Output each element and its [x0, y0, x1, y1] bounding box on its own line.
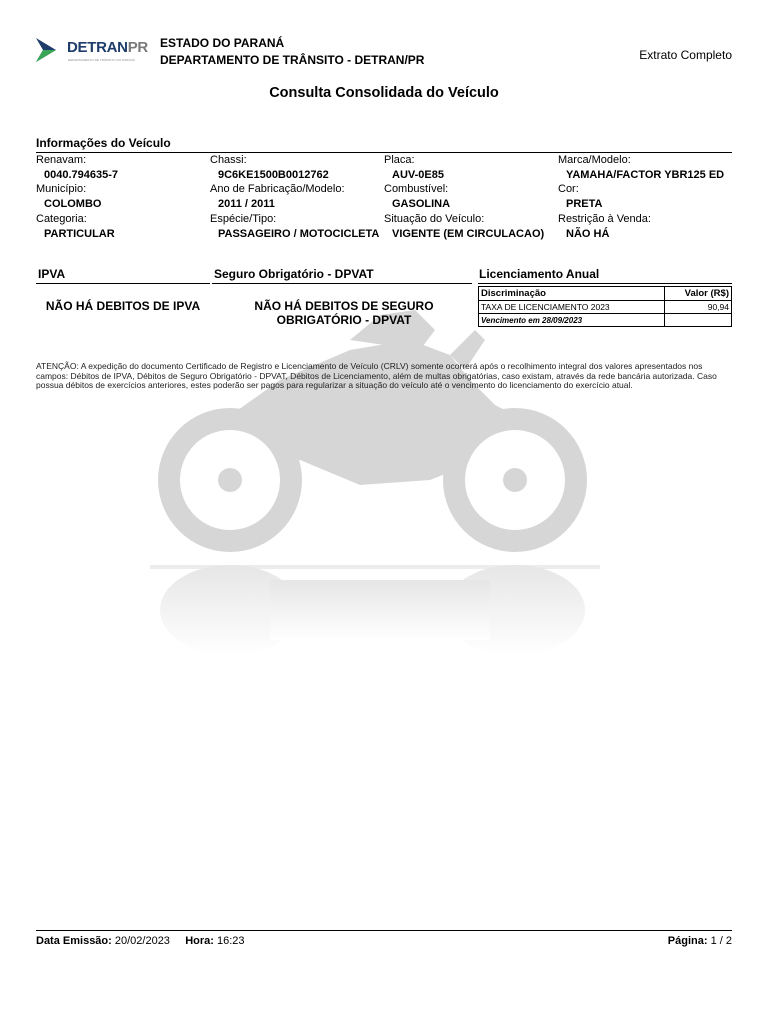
- municipio-value: COLOMBO: [44, 198, 102, 210]
- situacao-value: VIGENTE (EM CIRCULACAO): [392, 228, 545, 240]
- document-type: Extrato Completo: [639, 48, 732, 62]
- chassi-value: 9C6KE1500B0012762: [218, 169, 329, 181]
- categoria-value: PARTICULAR: [44, 228, 115, 240]
- marca-label: Marca/Modelo:: [558, 154, 631, 166]
- footer-emission: [36, 935, 245, 947]
- footer-page: [668, 935, 732, 947]
- row-desc: TAXA DE LICENCIAMENTO 2023: [479, 301, 665, 314]
- detran-logo-icon: [36, 34, 64, 66]
- vencimento-row: [479, 314, 732, 327]
- emissao-value: 20/02/2023: [114, 935, 170, 947]
- state-name: ESTADO DO PARANÁ: [160, 36, 285, 50]
- dpvat-status: [212, 299, 476, 327]
- categoria-label: Categoria:: [36, 213, 87, 225]
- especie-value: PASSAGEIRO / MOTOCICLETA: [218, 228, 380, 240]
- combustivel-value: GASOLINA: [392, 198, 451, 210]
- cor-value: PRETA: [566, 198, 603, 210]
- ipva-status: NÃO HÁ DEBITOS DE IPVA: [45, 299, 201, 313]
- vehicle-info-title: Informações do Veículo: [36, 136, 171, 150]
- page-title: Consulta Consolidada do Veículo: [269, 85, 499, 101]
- attention-notice: ATENÇÃO: A expedição do documento Certificado de Registro e Licenciamento de Veículo (CRLV) somente ocorrerá após o recolhimento integral dos valores apresentados nos campos: Débitos de IPVA, Débitos de Seguro Obrigatório - DPVAT, Débitos de Licenciamento, além de multas obrigatórias, caso existam, através da rede bancária autorizada. Caso possua débitos de exercícios anteriores, estes poderão ser pagos para regularizar a situação do veículo até o vencimento do licenciamento do exercício atual.: [36, 361, 717, 390]
- footer-divider: [36, 930, 732, 931]
- ano-value: 2011 / 2011: [218, 198, 275, 210]
- situacao-label: Situação do Veículo:: [384, 213, 485, 225]
- hora-value: 16:23: [217, 935, 245, 947]
- ano-label: Ano de Fabricação/Modelo:: [210, 183, 345, 195]
- licenciamento-table: [478, 286, 732, 327]
- municipio-label: Município:: [36, 183, 87, 195]
- department-name: DEPARTAMENTO DE TRÂNSITO - DETRAN/PR: [160, 53, 425, 67]
- table-row: [479, 301, 732, 314]
- dpvat-status-line2: OBRIGATÓRIO - DPVAT: [276, 313, 412, 327]
- dpvat-title: Seguro Obrigatório - DPVAT: [214, 267, 374, 281]
- pagina-value: 1 / 2: [710, 935, 732, 947]
- placa-value: AUV-0E85: [392, 169, 444, 181]
- combustivel-label: Combustível:: [384, 183, 449, 195]
- vencimento-text: Vencimento em 28/09/2023: [479, 314, 665, 327]
- ipva-title: IPVA: [38, 267, 66, 281]
- licenciamento-title: Licenciamento Anual: [479, 267, 600, 281]
- dpvat-status-line1: NÃO HÁ DEBITOS DE SEGURO: [254, 299, 434, 313]
- col-valor: Valor (R$): [665, 287, 732, 301]
- emissao-label: Data Emissão:: [36, 935, 112, 947]
- marca-value: YAMAHA/FACTOR YBR125 ED: [566, 169, 725, 181]
- dpvat-divider: [212, 283, 472, 284]
- vencimento-empty-cell: [665, 314, 732, 327]
- renavam-value: 0040.794635-7: [44, 169, 119, 181]
- restricao-label: Restrição à Venda:: [558, 213, 651, 225]
- logo-subtitle: DEPARTAMENTO DE TRÂNSITO DO PARANÁ: [68, 58, 136, 62]
- logo-wordmark: DETRANPR: [67, 39, 148, 56]
- pagina-label: Página:: [667, 935, 708, 947]
- restricao-value: NÃO HÁ: [566, 228, 610, 240]
- detran-logo: [36, 34, 148, 66]
- row-value: 90,94: [665, 301, 732, 314]
- col-discriminacao: Discriminação: [479, 287, 665, 301]
- cor-label: Cor:: [558, 183, 579, 195]
- ipva-divider: [36, 283, 210, 284]
- licenciamento-header-row: [479, 287, 732, 301]
- hora-label: Hora:: [185, 935, 214, 947]
- especie-label: Espécie/Tipo:: [210, 213, 277, 225]
- licenciamento-divider: [478, 283, 732, 284]
- vehicle-info-divider: [36, 152, 732, 153]
- chassi-label: Chassi:: [210, 154, 247, 166]
- renavam-label: Renavam:: [36, 154, 87, 166]
- placa-label: Placa:: [384, 154, 415, 166]
